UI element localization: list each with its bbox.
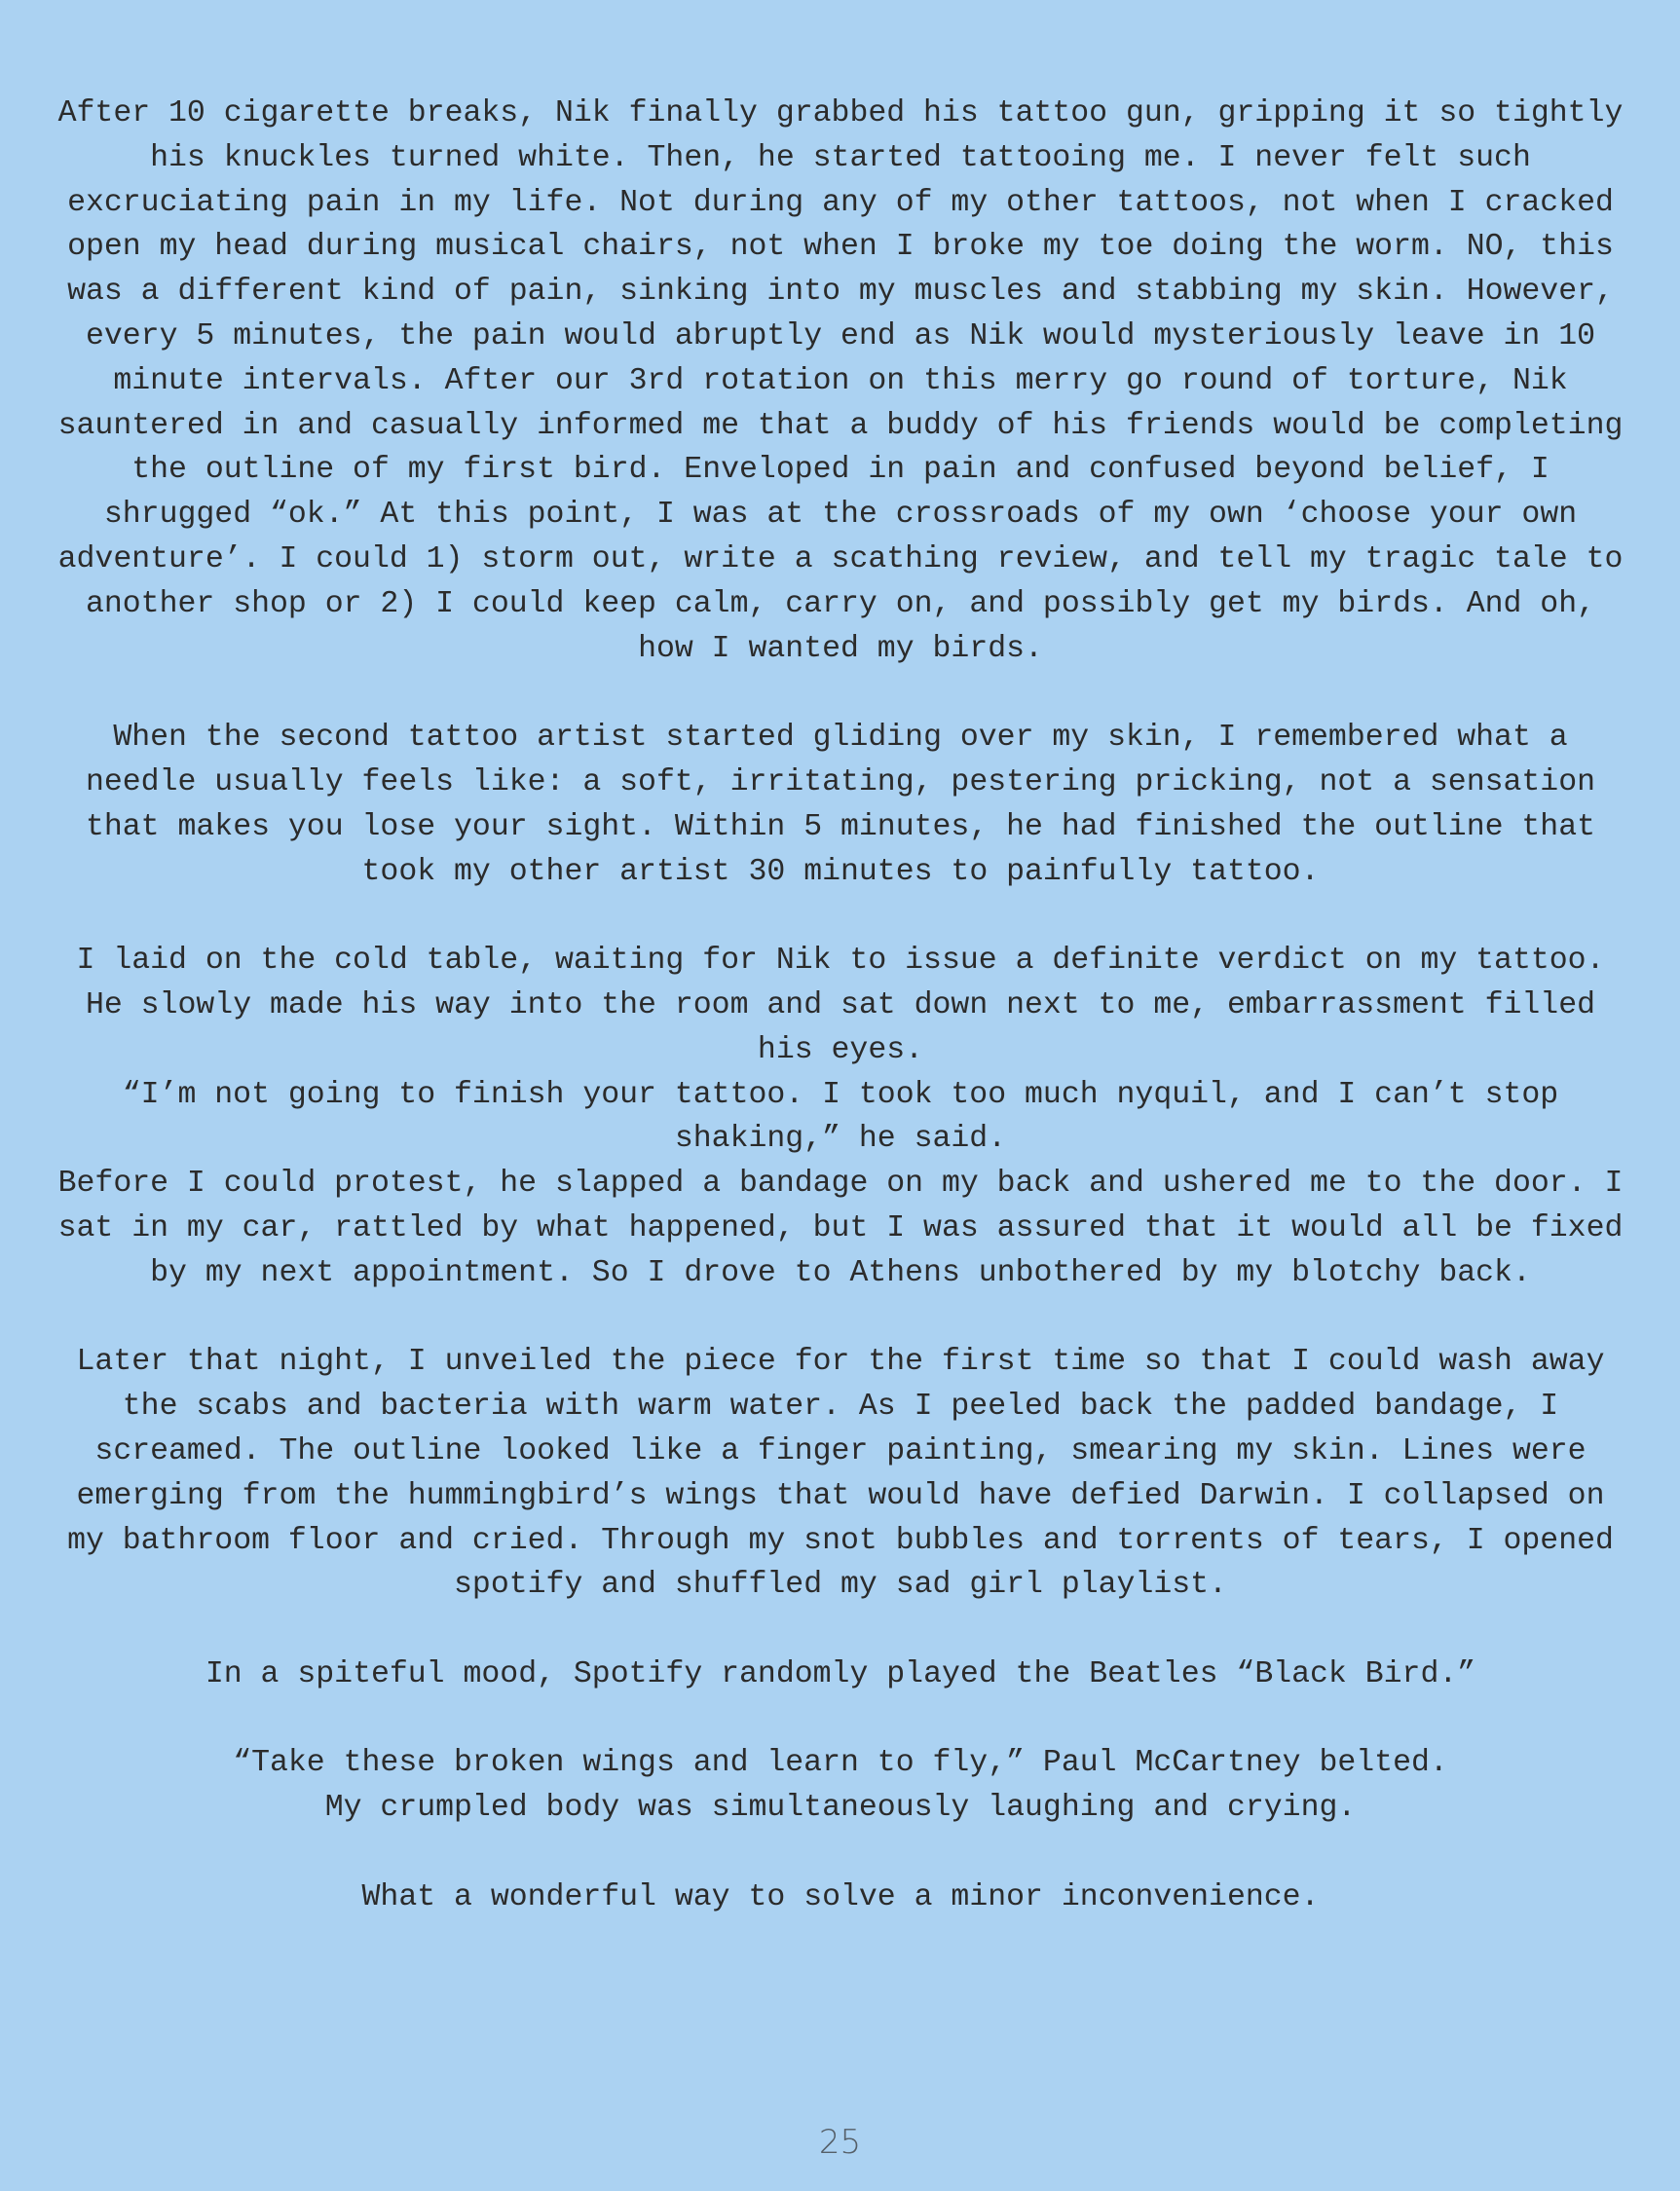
story-text-block [56,92,1624,1920]
paragraph-nik-enters: He slowly made his way into the room and sat down next to me, embarrassment filled his eyes. [85,987,1596,1067]
paragraph-mccartney-quote: “Take these broken wings and learn to fly,” Paul McCartney belted. [233,1746,1448,1781]
paragraph-gap [56,894,1624,939]
paragraph-nik-quote: “I’m not going to finish your tattoo. I took too much nyquil, and I can’t stop shaking,” he said. [122,1077,1559,1157]
paragraph-cigarette-breaks: After 10 cigarette breaks, Nik finally grabbed his tattoo gun, gripping it so tightly his knuckles turned white. Then, he started tattooing me. I never felt such excruciating pain in my life. Not during any of my other tattoos, not when I cracked open my head during musical chairs, not when I broke my toe doing the worm. NO, this was a different kind of pain, sinking into my muscles and stabbing my skin. However, every 5 minutes, the pain would abruptly end as Nik would mysteriously leave in 10 minute intervals. After our 3rd rotation on this merry go round of torture, Nik sauntered in and casually informed me that a buddy of his friends would be completing the outline of my first bird. Enveloped in pain and confused beyond belief, I shrugged “ok.” At this point, I was at the crossroads of my own ‘choose your own adventure’. I could 1) storm out, write a scathing review, and tell my tragic tale to another shop or 2) I could keep calm, carry on, and possibly get my birds. And oh, how I wanted my birds. [57,96,1624,666]
paragraph-gap [56,671,1624,716]
page-number: 25 [818,2123,862,2162]
paragraph-gap [56,1296,1624,1341]
paragraph-later-that-night: Later that night, I unveiled the piece for the first time so that I could wash away the scabs and bacteria with warm water. As I peeled back the padded bandage, I screamed. The outline looked like a finger painting, smearing my skin. Lines were emerging from the hummingbird’s wings that would have defied Darwin. I collapsed on my bathroom floor and cried. Through my snot bubbles and torrents of tears, I opened spotify and shuffled my sad girl playlist. [67,1345,1614,1603]
paragraph-cold-table: I laid on the cold table, waiting for Nik to issue a definite verdict on my tattoo. [76,944,1605,979]
paragraph-gap [56,1831,1624,1875]
paragraph-second-artist: When the second tattoo artist started gliding over my skin, I remembered what a needle usually feels like: a soft, irritating, pestering pricking, not a sensation that makes you lose your sight. Within 5 minutes, he had finished the outline that took my other artist 30 minutes to painfully tattoo. [85,721,1596,889]
paragraph-bandage: Before I could protest, he slapped a bandage on my back and ushered me to the door. I sat in my car, rattled by what happened, but I was assured that it would all be fixed by my next appointment. So I drove to Athens unbothered by my blotchy back. [57,1167,1624,1290]
paragraph-spotify: In a spiteful mood, Spotify randomly played the Beatles “Black Bird.” [205,1656,1476,1691]
paragraph-crumpled-body: My crumpled body was simultaneously laughing and crying. [324,1791,1357,1826]
paragraph-gap [56,1697,1624,1742]
paragraph-gap [56,1608,1624,1653]
paragraph-closing-line: What a wonderful way to solve a minor inconvenience. [361,1879,1320,1914]
